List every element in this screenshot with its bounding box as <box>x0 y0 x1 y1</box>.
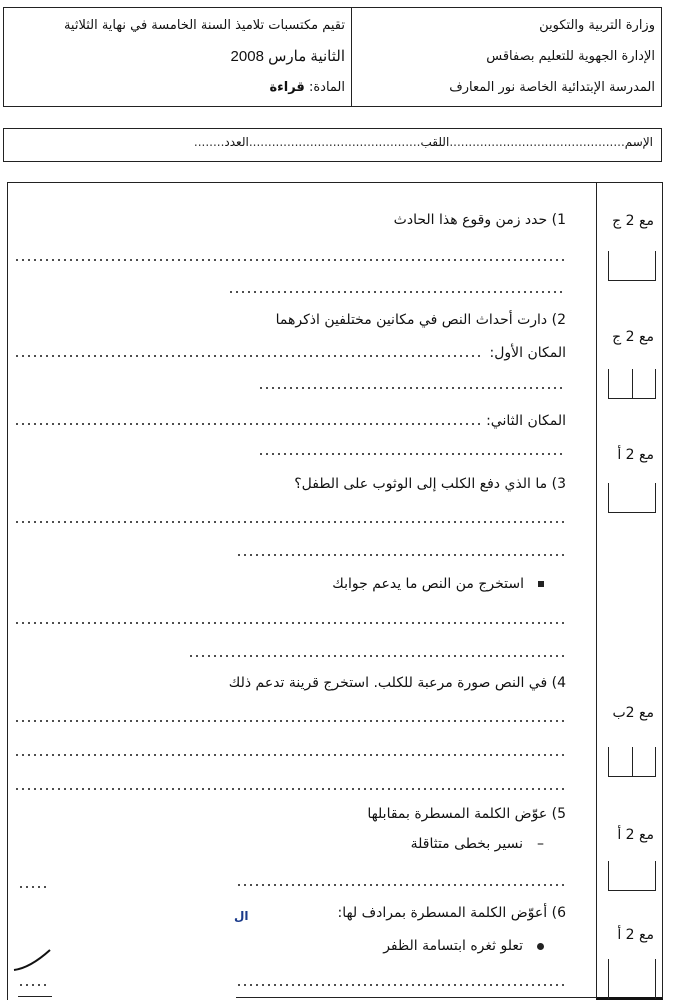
score-box[interactable] <box>608 483 656 513</box>
exam-title: تقيم مكتسبات تلاميذ السنة الخامسة في نهاية الثلاثية <box>63 17 345 33</box>
surname-field[interactable]: ............................................. <box>248 135 421 149</box>
surname-label: اللقب <box>420 135 450 149</box>
question-1: 1) حدد زمن وقوع هذا الحادث <box>393 212 566 228</box>
question-2: 2) دارت أحداث النص في مكانين مختلفين اذكرهما <box>275 312 566 328</box>
exam-subject <box>10 79 345 97</box>
header-exam-info <box>4 8 351 106</box>
answer-line-short[interactable] <box>18 984 50 986</box>
answer-line[interactable] <box>258 453 566 455</box>
criterion-label: مع 2ب <box>612 705 654 721</box>
pen-stroke-mark <box>12 948 52 972</box>
question-4: 4) في النص صورة مرعبة للكلب. استخرج قرينة تدعم ذلك <box>228 675 566 691</box>
place-two-label: المكان الثاني: <box>486 413 566 429</box>
school-name: المدرسة الإبتدائية الخاصة نور المعارف <box>449 80 655 96</box>
answer-line[interactable] <box>14 355 482 357</box>
score-box[interactable] <box>608 959 656 999</box>
answer-line[interactable] <box>14 788 566 790</box>
square-bullet-icon <box>538 581 544 587</box>
score-column <box>596 182 663 1000</box>
answer-line[interactable] <box>14 521 566 523</box>
answer-line[interactable] <box>188 655 566 657</box>
header-table <box>3 7 662 107</box>
name-label: الإسم <box>624 135 653 149</box>
answer-line[interactable] <box>228 291 566 293</box>
score-box[interactable] <box>608 861 656 891</box>
answer-line[interactable] <box>14 754 566 756</box>
question-6: 6) أعوّض الكلمة المسطرة بمرادف لها: <box>337 905 566 921</box>
answer-line[interactable] <box>258 387 566 389</box>
answer-line[interactable] <box>236 984 566 986</box>
place-one-label: المكان الأول: <box>489 345 566 361</box>
answer-line[interactable] <box>14 423 484 425</box>
answer-line-short[interactable] <box>18 886 50 888</box>
question-5: 5) عوّض الكلمة المسطرة بمقابلها <box>367 806 566 822</box>
stray-text-mark: ال <box>234 909 249 923</box>
answer-line[interactable] <box>236 554 566 556</box>
number-field[interactable]: ........ <box>193 135 225 149</box>
criterion-label: مع 2 أ <box>617 447 654 463</box>
student-info-bar <box>3 128 662 162</box>
name-field[interactable]: .............................................. <box>449 135 625 149</box>
score-box[interactable] <box>608 747 656 777</box>
exam-term: الثانية مارس 2008 <box>230 47 345 65</box>
score-box[interactable] <box>608 369 656 399</box>
answer-line[interactable] <box>14 720 566 722</box>
question-3: 3) ما الذي دفع الكلب إلى الوثوب على الطفل؟ <box>294 476 566 492</box>
answer-line[interactable] <box>14 622 566 624</box>
bottom-border <box>18 996 52 997</box>
criterion-label: مع 2 أ <box>617 927 654 943</box>
dash-bullet-icon: – <box>537 836 544 852</box>
subject-value: قراءة <box>269 80 305 96</box>
answer-line[interactable] <box>236 884 566 886</box>
phrase-6: تعلو ثغره ابتسامة الظفر <box>383 938 544 954</box>
support-prompt: استخرج من النص ما يدعم جوابك <box>332 576 544 592</box>
criterion-label: مع 2 ج <box>612 329 654 345</box>
criterion-label: مع 2 أ <box>617 827 654 843</box>
answer-line[interactable] <box>14 259 566 261</box>
round-bullet-icon <box>537 943 544 950</box>
ministry-name: وزارة التربية والتكوين <box>539 17 655 33</box>
number-label: العدد <box>224 135 249 149</box>
header-institution <box>351 8 661 106</box>
score-box[interactable] <box>608 251 656 281</box>
subject-label: المادة: <box>308 80 345 96</box>
criterion-label: مع 2 ج <box>612 213 654 229</box>
bottom-border <box>236 997 596 998</box>
regional-directorate: الإدارة الجهوية للتعليم بصفاقس <box>486 48 655 64</box>
phrase-5: –نسير بخطى متثاقلة <box>410 836 544 852</box>
